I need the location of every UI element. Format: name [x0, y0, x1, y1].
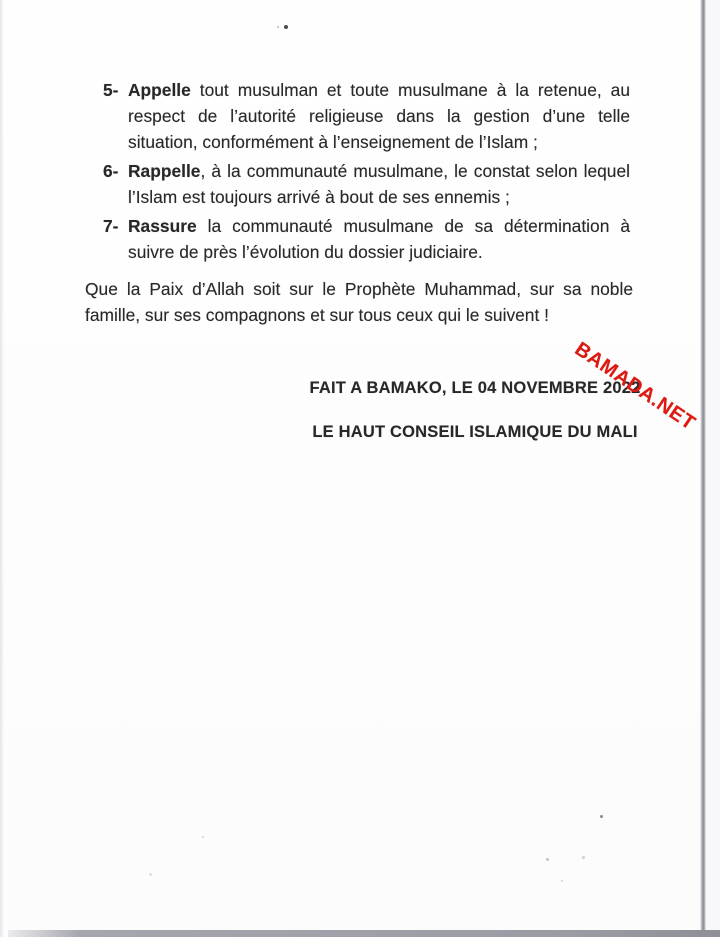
list-item-number: 5- — [103, 80, 119, 100]
list-item-lead-word: Rassure — [128, 216, 197, 236]
scan-speck — [202, 836, 204, 838]
signature-block — [280, 378, 670, 442]
scan-speck — [277, 26, 279, 28]
numbered-list — [0, 77, 720, 265]
scan-speck — [546, 858, 549, 861]
list-item-lead-word: Appelle — [128, 80, 191, 100]
scan-edge-bottom-strip — [8, 930, 720, 937]
list-item-text — [128, 77, 630, 155]
list-item-7 — [103, 213, 720, 265]
list-item-body-text: tout musulman et toute musulmane à la retenue, au respect de l’autorité religieuse dans la gestion d’une telle situation, conformément à l’enseignement de l’Islam ; — [128, 80, 630, 152]
issuer-line: LE HAUT CONSEIL ISLAMIQUE DU MALI — [312, 423, 638, 441]
date-place-line: FAIT A BAMAKO, LE 04 NOVEMBRE 2022 — [309, 379, 641, 397]
document-body — [0, 77, 720, 442]
list-item-5 — [103, 77, 720, 155]
scan-speck — [149, 873, 152, 876]
scan-edge-right-line — [700, 0, 706, 937]
scan-speck — [600, 815, 603, 818]
watermark-text: BAMADA.NET — [570, 338, 700, 435]
scan-right-margin — [706, 0, 720, 937]
scan-edge-left-strip — [0, 0, 4, 937]
list-item-text — [128, 158, 630, 210]
list-item-body-text: la communauté musulmane de sa détermination à suivre de près l’évolution du dossier judiciaire. — [128, 216, 630, 262]
scan-speck — [284, 25, 288, 29]
list-item-text — [128, 213, 630, 265]
list-item-number: 7- — [103, 216, 119, 236]
list-item-lead-word: Rappelle — [128, 161, 201, 181]
scan-speck — [582, 856, 585, 859]
scan-speck — [561, 880, 563, 882]
list-item-body-text: , à la communauté musulmane, le constat selon lequel l’Islam est toujours arrivé à bout de ses ennemis ; — [128, 161, 630, 207]
list-item-6 — [103, 158, 720, 210]
closing-paragraph: Que la Paix d’Allah soit sur le Prophète Muhammad, sur sa noble famille, sur ses compagnons et sur tous ceux qui le suivent ! — [85, 279, 633, 325]
list-item-number: 6- — [103, 161, 119, 181]
